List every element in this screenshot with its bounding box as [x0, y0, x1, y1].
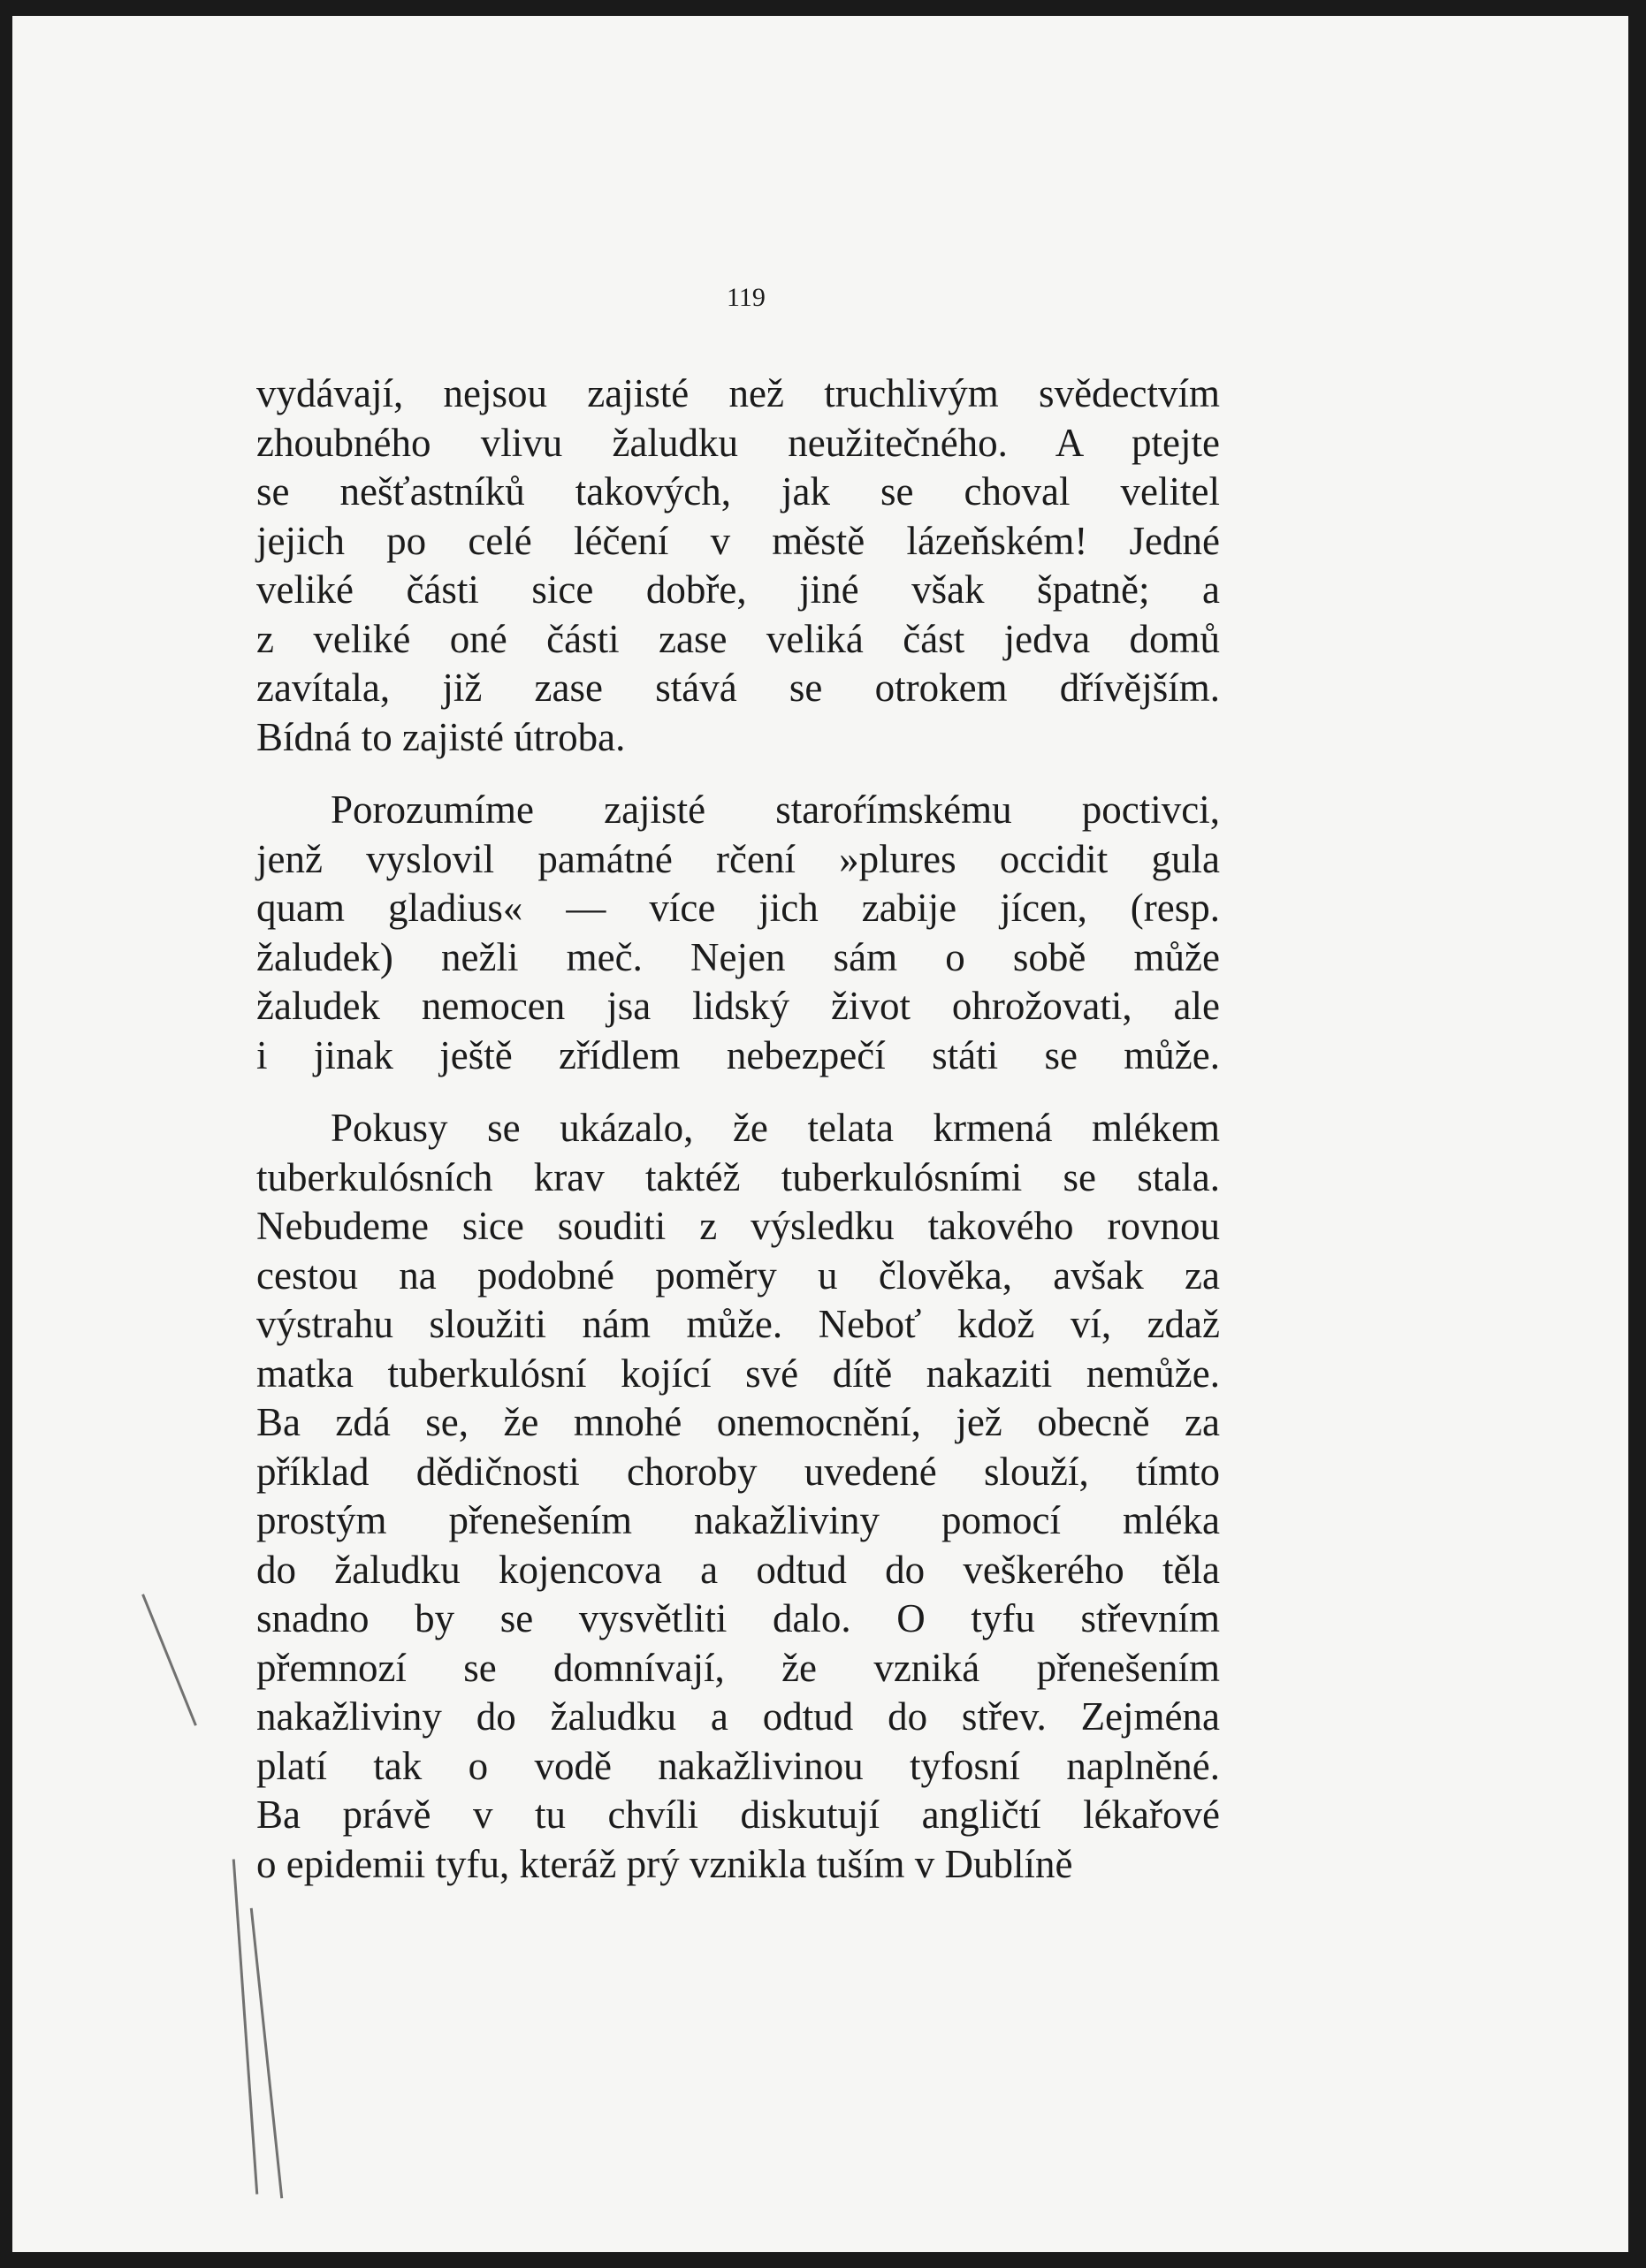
text-line: jenž vyslovil památné rčení »plures occidit gula: [256, 836, 1220, 881]
text-line: žaludek) nežli meč. Nejen sám o sobě může: [256, 934, 1220, 979]
text-line: zavítala, již zase stává se otrokem dřívějším.: [256, 666, 1220, 710]
scan-scratch-mark: [232, 1859, 259, 2194]
paragraph-2: [256, 786, 1220, 1080]
text-line: platí tak o vodě nakažlivinou tyfosní naplněné.: [256, 1743, 1220, 1788]
text-line: Pokusy se ukázalo, že telata krmená mlékem: [331, 1106, 1220, 1150]
text-line: quam gladius« — více jich zabije jícen, (resp.: [256, 886, 1220, 930]
text-line: Bídná to zajisté útroba.: [256, 714, 626, 759]
text-line: matka tuberkulósní kojící své dítě nakaziti nemůže.: [256, 1351, 1220, 1396]
text-line: cestou na podobné poměry u člověka, avšak za: [256, 1252, 1220, 1298]
text-line: i jinak ještě zřídlem nebezpečí státi se může.: [256, 1032, 1220, 1077]
text-line: Nebudeme sice souditi z výsledku takového rovnou: [256, 1204, 1220, 1248]
text-line: do žaludku kojencova a odtud do veškerého těla: [256, 1547, 1220, 1592]
text-line: prostým přenešením nakažliviny pomocí mléka: [256, 1498, 1220, 1542]
text-line: z veliké oné části zase veliká část jedva domů: [256, 616, 1220, 661]
body-text: [256, 369, 1220, 1889]
text-line: vydávají, nejsou zajisté než truchlivým svědectvím: [256, 371, 1220, 415]
text-line: nakažliviny do žaludku a odtud do střev. Zejména: [256, 1694, 1220, 1739]
text-line: o epidemii tyfu, kteráž prý vznikla tuším v Dublíně: [256, 1841, 1073, 1886]
book-page: [12, 16, 1628, 2252]
paragraph-1: [256, 369, 1220, 762]
text-line: snadno by se vysvětliti dalo. O tyfu střevním: [256, 1596, 1220, 1640]
text-line: přemnozí se domnívají, že vzniká přenešením: [256, 1645, 1220, 1690]
text-line: výstrahu sloužiti nám může. Neboť kdož ví, zdaž: [256, 1302, 1220, 1346]
text-line: Ba právě v tu chvíli diskutují angličtí lékařové: [256, 1792, 1220, 1837]
text-line: Ba zdá se, že mnohé onemocnění, jež obecně za: [256, 1400, 1220, 1444]
text-line: Porozumíme zajisté staroŕímskému poctivci,: [331, 788, 1220, 832]
scan-scratch-mark: [141, 1594, 197, 1725]
text-line: se nešťastníků takových, jak se choval velitel: [256, 469, 1220, 514]
text-line: příklad dědičnosti choroby uvedené slouží, tímto: [256, 1449, 1220, 1494]
text-line: zhoubného vlivu žaludku neužitečného. A ptejte: [256, 420, 1220, 465]
text-line: tuberkulósních krav taktéž tuberkulósními se stala.: [256, 1154, 1220, 1199]
text-line: jejich po celé léčení v městě lázeňském! Jedné: [256, 518, 1220, 563]
paragraph-3: [256, 1104, 1220, 1889]
page-number: 119: [727, 283, 766, 312]
text-line: veliké části sice dobře, jiné však špatně; a: [256, 567, 1220, 612]
text-line: žaludek nemocen jsa lidský život ohrožovati, ale: [256, 984, 1220, 1028]
